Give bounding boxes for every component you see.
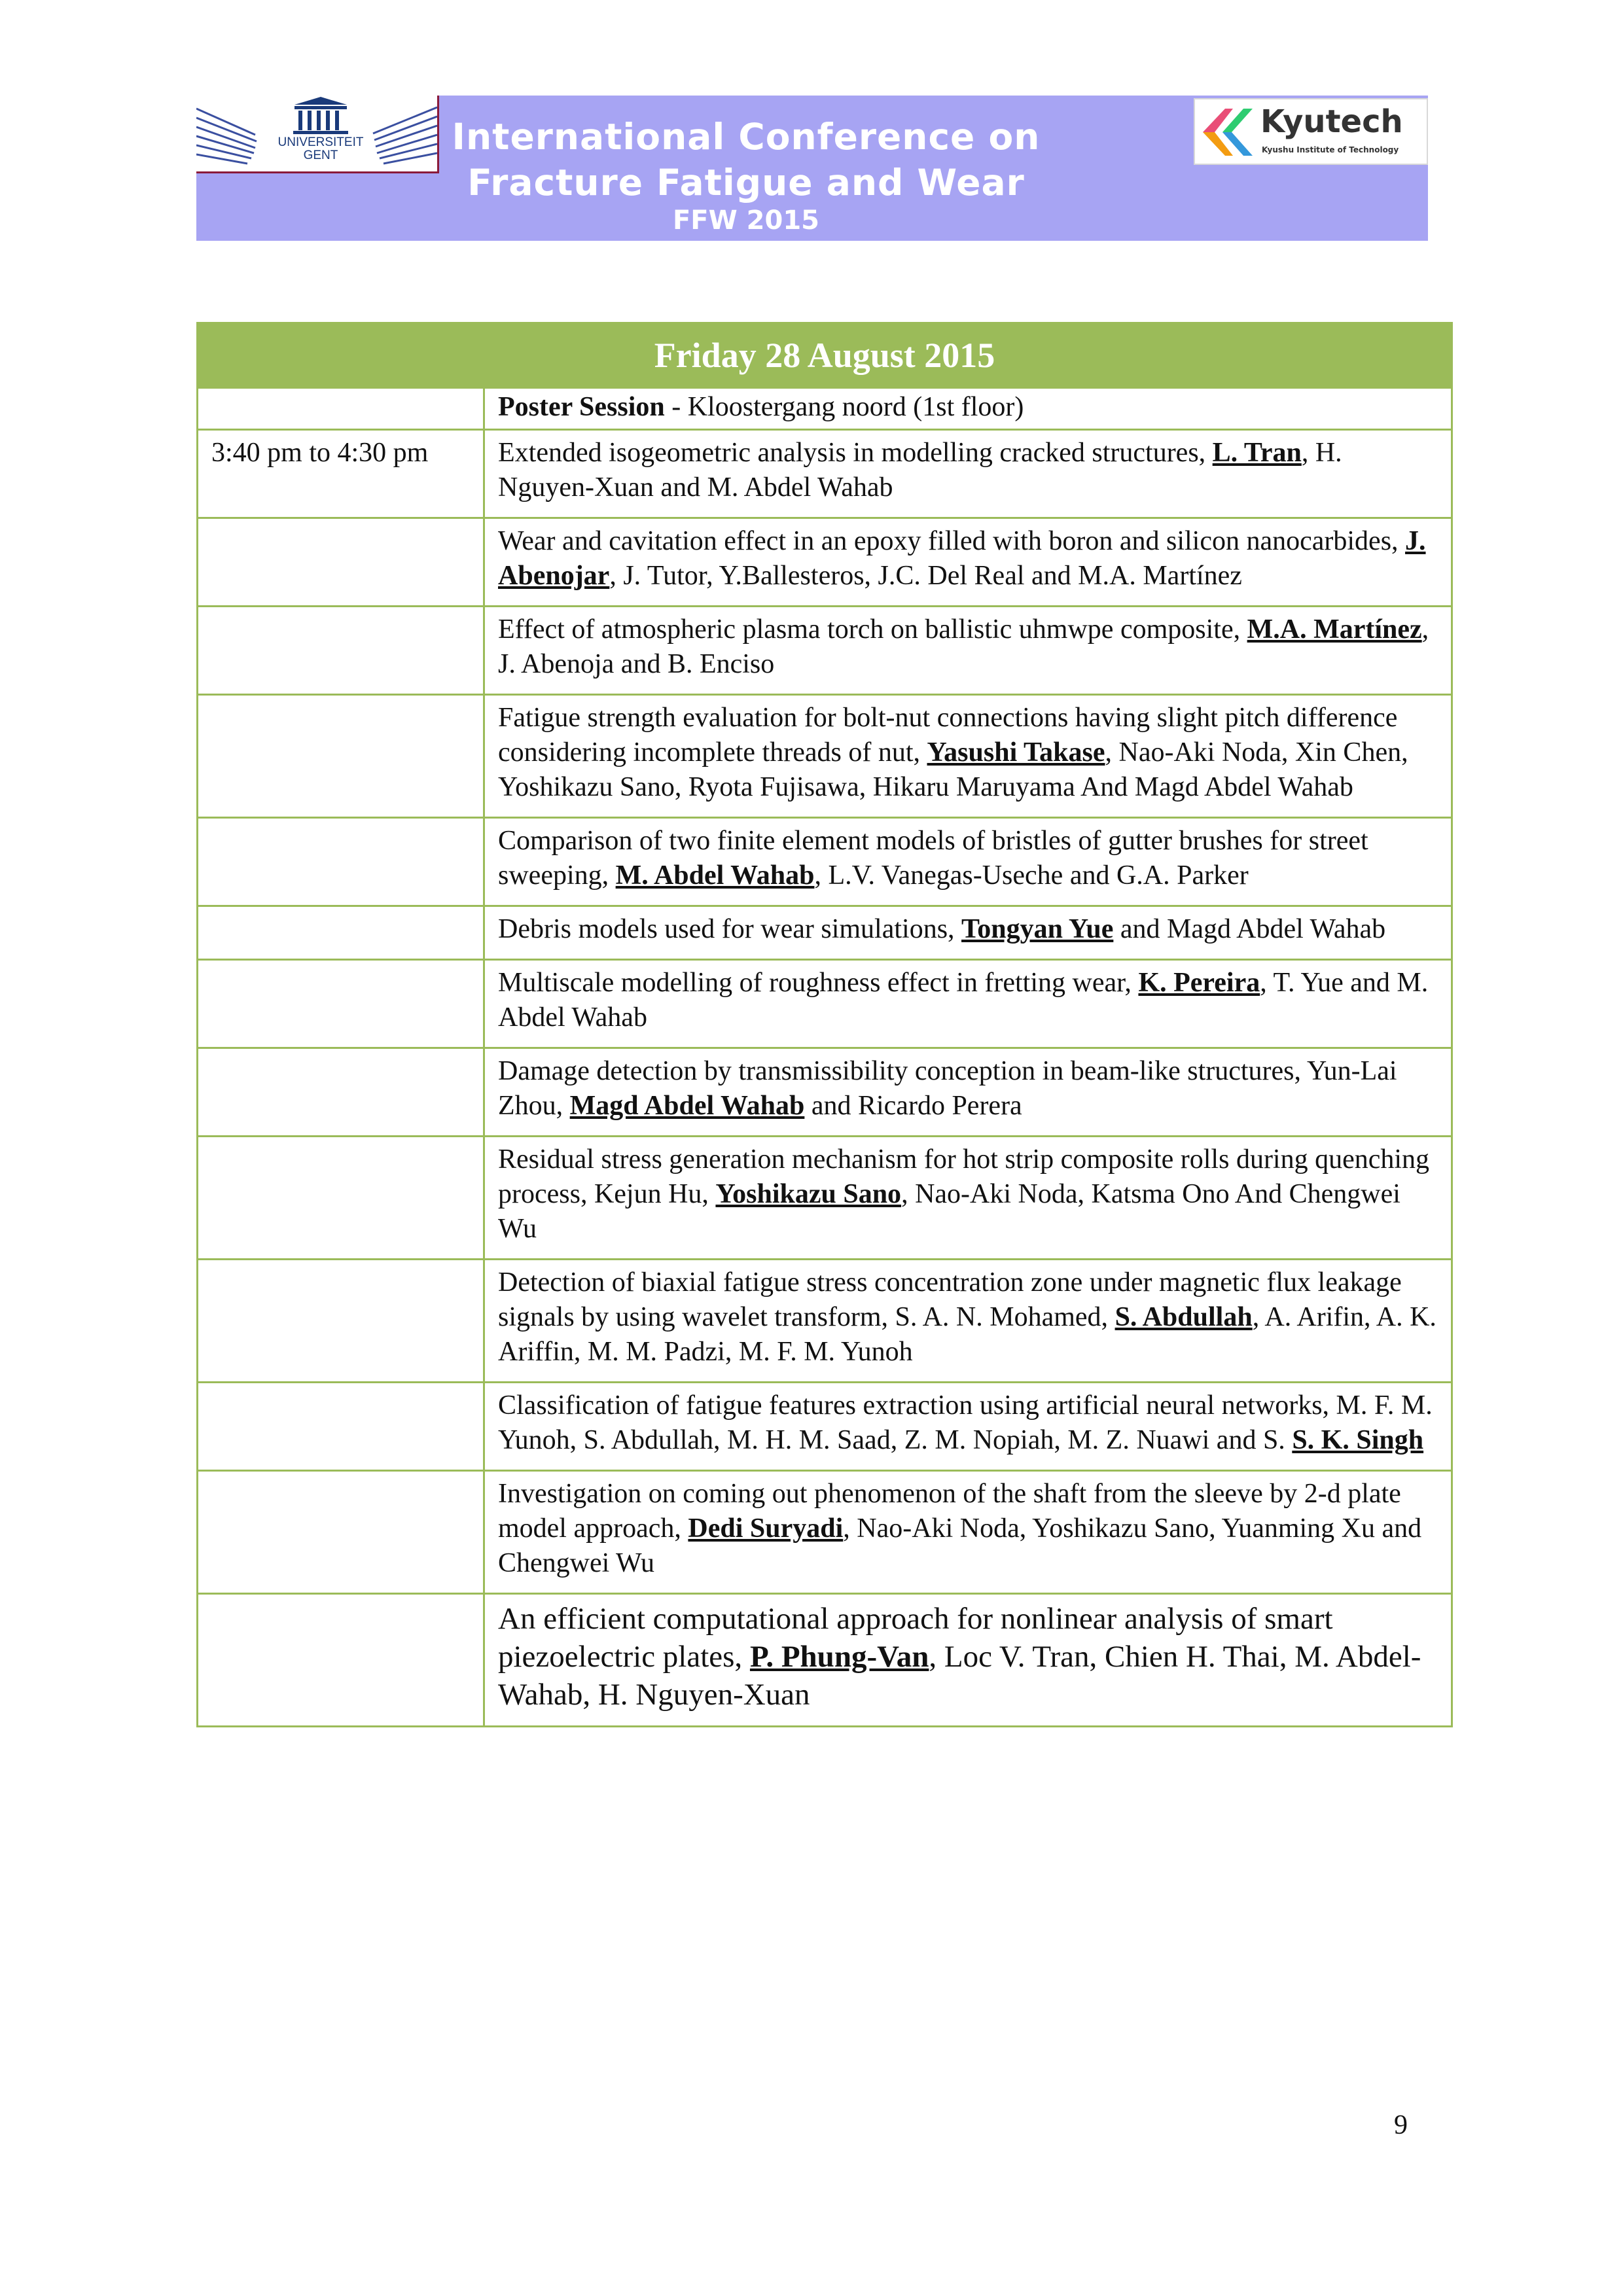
entry-title-text: Detection of biaxial fatigue stress concentration zone under magnetic flux leakage signals by using wavelet transform, S. A. N. Mohamed, — [498, 1267, 1402, 1332]
entry-cell — [484, 1471, 1452, 1594]
time-cell — [198, 906, 484, 960]
entry-title-text: Extended isogeometric analysis in modelling cracked structures, — [498, 438, 1213, 468]
time-cell — [198, 518, 484, 607]
presenter-name: Tongyan Yue — [961, 914, 1114, 944]
time-cell — [198, 1260, 484, 1383]
entry-cell — [484, 906, 1452, 960]
entry-cell — [484, 960, 1452, 1048]
conference-title — [452, 114, 1041, 236]
coauthors-text: , J. Abenoja and B. Enciso — [498, 614, 1429, 679]
presenter-name: P. Phung-Van — [749, 1640, 929, 1674]
time-cell — [198, 818, 484, 906]
presenter-name: J. Abenojar — [498, 526, 1426, 591]
entry-title-text: An efficient computational approach for nonlinear analysis of smart piezoelectric plates, — [498, 1602, 1333, 1674]
presenter-name: K. Pereira — [1138, 968, 1260, 998]
title-line-3: FFW 2015 — [672, 205, 820, 236]
presenter-name: S. Abdullah — [1115, 1302, 1253, 1332]
entry-cell — [484, 518, 1452, 607]
entry-title-text: Investigation on coming out phenomenon of the shaft from the sleeve by 2-d plate model approach, — [498, 1479, 1401, 1544]
entry-cell — [484, 1594, 1452, 1727]
coauthors-text: and Ricardo Perera — [804, 1091, 1022, 1121]
entry-title-text: Multiscale modelling of roughness effect in fretting wear, — [498, 968, 1139, 998]
day-header: Friday 28 August 2015 — [198, 323, 1452, 388]
table-row — [198, 695, 1452, 818]
time-cell — [198, 1471, 484, 1594]
coauthors-text: , Loc V. Tran, Chien H. Thai, M. Abdel-Wahab, H. Nguyen-Xuan — [498, 1640, 1421, 1712]
kyutech-subtitle: Kyushu Institute of Technology — [1262, 145, 1399, 154]
time-cell — [198, 1594, 484, 1727]
time-cell — [198, 1048, 484, 1137]
presenter-name: M.A. Martínez — [1247, 614, 1422, 645]
entry-cell — [484, 430, 1452, 518]
time-cell — [198, 960, 484, 1048]
table-row — [198, 960, 1452, 1048]
kyutech-logo — [1194, 98, 1428, 165]
time-cell — [198, 607, 484, 695]
coauthors-text: , Nao-Aki Noda, Xin Chen, Yoshikazu Sano, Ryota Fujisawa, Hikaru Maruyama And Magd Abdel Wahab — [498, 737, 1408, 802]
coauthors-text: , Nao-Aki Noda, Yoshikazu Sano, Yuanming Xu and Chengwei Wu — [498, 1513, 1422, 1578]
entry-cell — [484, 1137, 1452, 1260]
table-row — [198, 518, 1452, 607]
title-line-2: Fracture Fatigue and Wear — [467, 162, 1025, 203]
title-line-1: International Conference on — [452, 116, 1041, 158]
coauthors-text: , H. Nguyen-Xuan and M. Abdel Wahab — [498, 438, 1342, 503]
entry-title-text: Fatigue strength evaluation for bolt-nut connections having slight pitch difference considering incomplete threads of nut, — [498, 703, 1398, 768]
time-cell — [198, 1383, 484, 1471]
page-number: 9 — [1394, 2110, 1408, 2140]
entry-title-text: Classification of fatigue features extraction using artificial neural networks, M. F. M. Yunoh, S. Abdullah, M. H. M. Saad, Z. M. Nopiah, M. Z. Nuawi and S. — [498, 1390, 1433, 1455]
coauthors-text: , L.V. Vanegas-Useche and G.A. Parker — [814, 860, 1249, 891]
kyutech-name: Kyutech — [1260, 103, 1403, 140]
entry-title-text: Damage detection by transmissibility conception in beam-like structures, Yun-Lai Zhou, — [498, 1056, 1397, 1121]
ugent-logo — [196, 96, 439, 173]
session-location: - Kloostergang noord (1st floor) — [664, 392, 1024, 422]
coauthors-text: and Magd Abdel Wahab — [1113, 914, 1386, 944]
table-row — [198, 1260, 1452, 1383]
presenter-name: Magd Abdel Wahab — [569, 1091, 805, 1121]
table-row — [198, 906, 1452, 960]
session-row — [198, 388, 1452, 430]
table-row — [198, 1471, 1452, 1594]
session-name: Poster Session — [498, 392, 665, 422]
table-row — [198, 1048, 1452, 1137]
time-cell — [198, 695, 484, 818]
entry-title-text: Residual stress generation mechanism for hot strip composite rolls during quenching process, Kejun Hu, — [498, 1144, 1430, 1209]
ugent-logo-text: UNIVERSITEIT GENT — [277, 135, 364, 162]
entry-cell — [484, 818, 1452, 906]
entry-title-text: Debris models used for wear simulations, — [498, 914, 962, 944]
time-cell — [198, 1137, 484, 1260]
entry-title-text: Comparison of two finite element models of bristles of gutter brushes for street sweeping, — [498, 826, 1368, 891]
coauthors-text: , A. Arifin, A. K. Ariffin, M. M. Padzi, M. F. M. Yunoh — [498, 1302, 1436, 1367]
coauthors-text: , T. Yue and M. Abdel Wahab — [498, 968, 1429, 1033]
presenter-name: S. K. Singh — [1292, 1425, 1424, 1455]
session-cell — [484, 388, 1452, 430]
entry-cell — [484, 1383, 1452, 1471]
entry-title-text: Wear and cavitation effect in an epoxy filled with boron and silicon nanocarbides, — [498, 526, 1406, 556]
presenter-name: L. Tran — [1212, 438, 1302, 468]
table-row — [198, 430, 1452, 518]
entry-cell — [484, 1260, 1452, 1383]
presenter-name: Yoshikazu Sano — [715, 1179, 902, 1209]
coauthors-text: , Nao-Aki Noda, Katsma Ono And Chengwei Wu — [498, 1179, 1400, 1244]
time-cell: 3:40 pm to 4:30 pm — [198, 430, 484, 518]
table-row — [198, 607, 1452, 695]
kyutech-k-icon — [1203, 106, 1255, 157]
coauthors-text: , J. Tutor, Y.Ballesteros, J.C. Del Real and M.A. Martínez — [609, 561, 1242, 591]
conference-banner — [196, 96, 1428, 241]
table-row — [198, 1594, 1452, 1727]
entry-title-text: Effect of atmospheric plasma torch on ballistic uhmwpe composite, — [498, 614, 1247, 645]
session-time-cell — [198, 388, 484, 430]
entry-cell — [484, 1048, 1452, 1137]
presenter-name: M. Abdel Wahab — [615, 860, 815, 891]
entry-cell — [484, 695, 1452, 818]
presenter-name: Dedi Suryadi — [688, 1513, 844, 1544]
schedule-table — [196, 322, 1453, 1727]
table-row — [198, 818, 1452, 906]
table-row — [198, 1137, 1452, 1260]
table-row — [198, 1383, 1452, 1471]
entry-cell — [484, 607, 1452, 695]
presenter-name: Yasushi Takase — [927, 737, 1105, 768]
